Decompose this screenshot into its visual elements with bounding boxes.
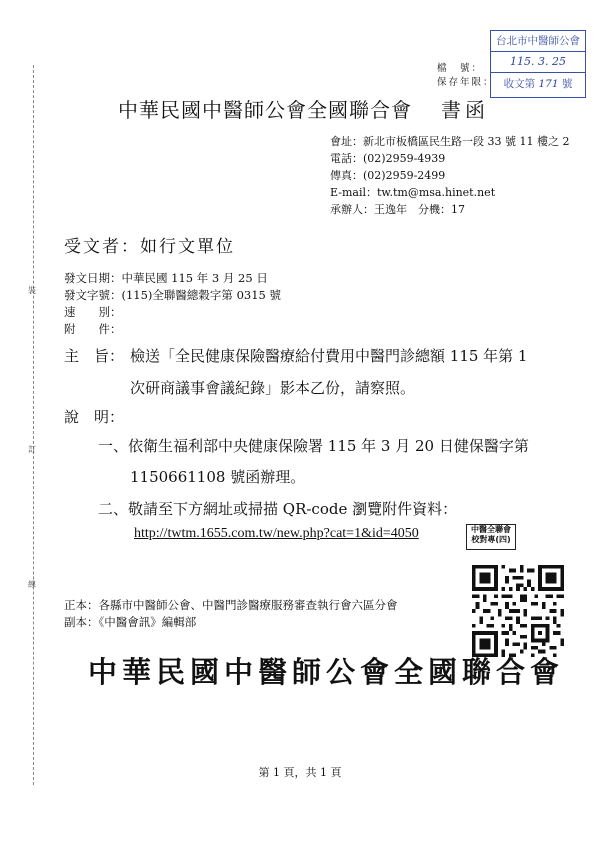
explanation-item-1-line-1: 一、依衛生福利部中央健康保險署 115 年 3 月 20 日健保醫字第 — [98, 437, 529, 455]
contact-email: E-mail：tw.tm@msa.hinet.net — [330, 186, 496, 199]
proofread-seal: 中醫全聯會 校對專(四) — [466, 524, 516, 550]
contact-fax: 傳真：(02)2959-2499 — [330, 169, 446, 182]
issue-number: 發文字號：(115)全聯醫總穀字第 0315 號 — [64, 288, 281, 302]
subject-line-1: 檢送「全民健康保險醫療給付費用中醫門診總額 115 年第 1 — [130, 347, 528, 365]
explanation-item-1-line-2: 1150661108 號函辦理。 — [130, 468, 306, 486]
margin-mark-line: 線 — [28, 580, 36, 589]
speed-class: 速 別： — [64, 305, 122, 319]
contact-address: 會址：新北市板橋區民生路一段 33 號 11 樓之 2 — [330, 135, 570, 148]
margin-mark-staple: 訂 — [28, 445, 36, 454]
org-official-stamp: 中華民國中醫師公會全國聯合會 — [88, 655, 565, 689]
stamp-receipt-suffix: 號 — [561, 78, 573, 90]
stamp-receipt — [491, 73, 585, 95]
stamp-date: 115. 3. 25 — [491, 52, 585, 73]
receipt-stamp — [490, 30, 586, 98]
stamp-receipt-number: 171 — [538, 78, 559, 90]
attachment-url-link[interactable]: http://twtm.1655.com.tw/new.php?cat=1&id=4050 — [134, 526, 419, 541]
explanation-item-2: 二、敬請至下方網址或掃描 QR-code 瀏覽附件資料： — [98, 500, 458, 518]
contact-phone: 電話：(02)2959-4939 — [330, 152, 446, 165]
subject-line-2: 次研商議事會議紀錄」影本乙份，請察照。 — [130, 379, 416, 397]
retention-label: 保存年限： — [437, 77, 495, 88]
attachments: 附 件： — [64, 322, 122, 336]
stamp-receipt-prefix: 收文第 — [503, 78, 536, 90]
stamp-org-name: 台北市中醫師公會 — [491, 31, 585, 52]
issue-date: 發文日期：中華民國 115 年 3 月 25 日 — [64, 271, 268, 285]
binding-line — [33, 65, 34, 785]
org-title: 中華民國中醫師公會全國聯合會 — [118, 98, 412, 122]
explanation-label: 說 明： — [64, 408, 125, 426]
qr-code-icon[interactable] — [472, 565, 564, 657]
doc-type: 書函 — [441, 98, 489, 122]
margin-mark-bind: 裝 — [28, 286, 36, 295]
page-number: 第 1 頁，共 1 頁 — [258, 766, 342, 779]
subject-label: 主 旨： — [64, 347, 125, 365]
file-number-label: 檔 號： — [437, 63, 484, 74]
contact-handler: 承辦人：王逸年 分機：17 — [330, 203, 465, 216]
main-copy-recipients: 正本：各縣市中醫師公會、中醫門診醫療服務審查執行會六區分會 — [64, 598, 398, 612]
cc-recipients: 副本：《中醫會訊》編輯部 — [64, 615, 197, 629]
recipient: 受文者：如行文單位 — [64, 237, 235, 257]
